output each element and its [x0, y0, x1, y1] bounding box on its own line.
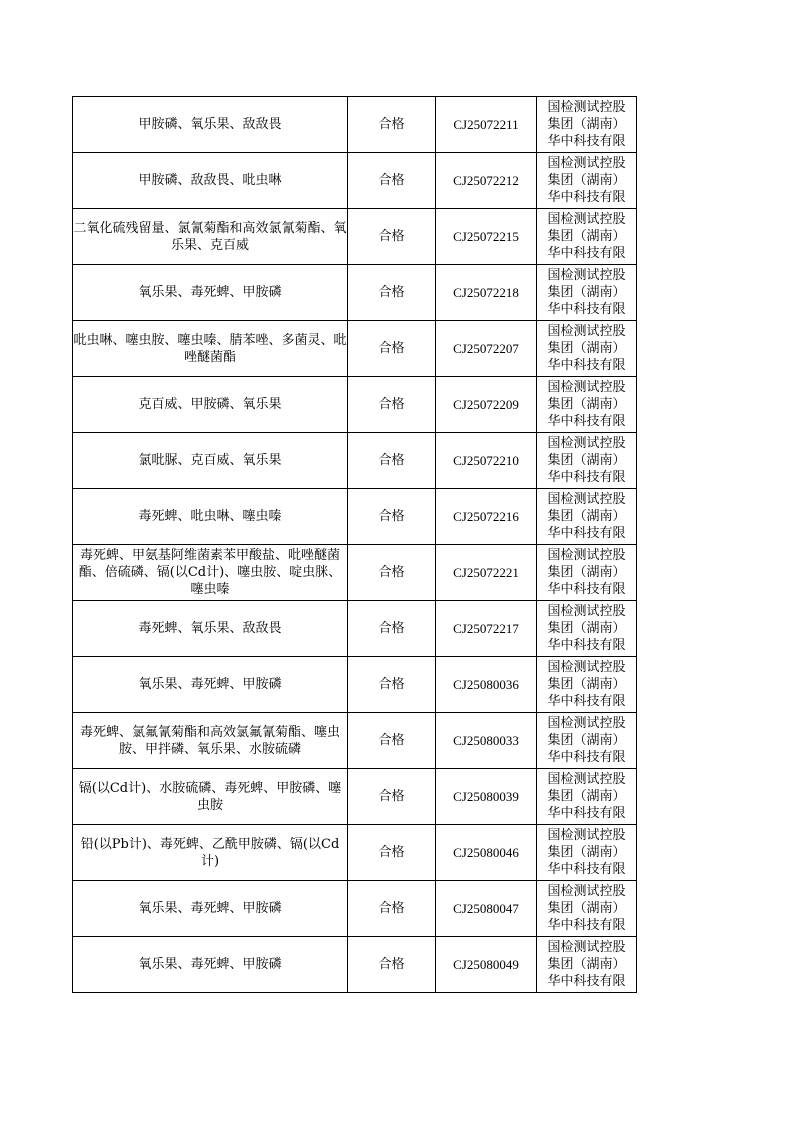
- testing-org-cell: [537, 601, 637, 657]
- testing-org-line: 国检测试控股: [547, 660, 626, 675]
- report-code-cell: CJ25072216: [436, 489, 537, 545]
- result-cell: 合格: [348, 601, 436, 657]
- testing-org-cell: [537, 489, 637, 545]
- table-row: [73, 153, 637, 209]
- testing-org-cell: [537, 713, 637, 769]
- testing-org-line: 华中科技有限: [547, 862, 626, 877]
- table-row: [73, 601, 637, 657]
- testing-org-line: 华中科技有限: [547, 134, 626, 149]
- testing-org-cell: [537, 545, 637, 601]
- testing-org-line: 集团（湖南）: [547, 341, 626, 356]
- testing-org-line: 集团（湖南）: [547, 509, 626, 524]
- report-code-cell: CJ25080049: [436, 937, 537, 993]
- testing-org-line: 华中科技有限: [547, 974, 626, 989]
- report-code-cell: CJ25080046: [436, 825, 537, 881]
- testing-org-line: 国检测试控股: [547, 492, 626, 507]
- testing-org-cell: [537, 881, 637, 937]
- testing-org-line: 国检测试控股: [547, 100, 626, 115]
- report-code-cell: CJ25080047: [436, 881, 537, 937]
- table-row: [73, 545, 637, 601]
- testing-org-line: 华中科技有限: [547, 358, 626, 373]
- testing-org-line: 华中科技有限: [547, 918, 626, 933]
- table-row: [73, 825, 637, 881]
- table-row: [73, 97, 637, 153]
- testing-org-line: 集团（湖南）: [547, 285, 626, 300]
- result-cell: 合格: [348, 209, 436, 265]
- test-items-cell: 毒死蜱、氯氟氰菊酯和高效氯氟氰菊酯、噻虫胺、甲拌磷、氧乐果、水胺硫磷: [73, 713, 348, 769]
- report-code-cell: CJ25080036: [436, 657, 537, 713]
- report-code-cell: CJ25072209: [436, 377, 537, 433]
- result-cell: 合格: [348, 769, 436, 825]
- testing-org-cell: [537, 433, 637, 489]
- testing-org-line: 华中科技有限: [547, 582, 626, 597]
- testing-org-line: 集团（湖南）: [547, 957, 626, 972]
- report-code-cell: CJ25080039: [436, 769, 537, 825]
- result-cell: 合格: [348, 545, 436, 601]
- result-cell: 合格: [348, 825, 436, 881]
- test-items-cell: 铅(以Pb计)、毒死蜱、乙酰甲胺磷、镉(以Cd计): [73, 825, 348, 881]
- table-row: [73, 265, 637, 321]
- testing-org-line: 华中科技有限: [547, 694, 626, 709]
- testing-org-cell: [537, 769, 637, 825]
- result-cell: 合格: [348, 433, 436, 489]
- test-items-cell: 氧乐果、毒死蜱、甲胺磷: [73, 881, 348, 937]
- testing-org-line: 集团（湖南）: [547, 397, 626, 412]
- report-code-cell: CJ25072210: [436, 433, 537, 489]
- test-items-cell: 二氧化硫残留量、氯氰菊酯和高效氯氰菊酯、氧乐果、克百威: [73, 209, 348, 265]
- testing-org-line: 国检测试控股: [547, 884, 626, 899]
- table-row: [73, 881, 637, 937]
- testing-org-cell: [537, 937, 637, 993]
- testing-org-line: 集团（湖南）: [547, 229, 626, 244]
- report-code-cell: CJ25072211: [436, 97, 537, 153]
- test-items-cell: 氧乐果、毒死蜱、甲胺磷: [73, 937, 348, 993]
- testing-org-cell: [537, 825, 637, 881]
- test-items-cell: 毒死蜱、甲氨基阿维菌素苯甲酸盐、吡唑醚菌酯、倍硫磷、镉(以Cd计)、噻虫胺、啶虫脒、噻虫嗪: [73, 545, 348, 601]
- testing-org-line: 国检测试控股: [547, 436, 626, 451]
- result-cell: 合格: [348, 377, 436, 433]
- test-items-cell: 氧乐果、毒死蜱、甲胺磷: [73, 657, 348, 713]
- test-items-cell: 毒死蜱、氧乐果、敌敌畏: [73, 601, 348, 657]
- table-row: [73, 713, 637, 769]
- result-cell: 合格: [348, 321, 436, 377]
- table-row: [73, 209, 637, 265]
- table-row: [73, 657, 637, 713]
- testing-org-line: 华中科技有限: [547, 638, 626, 653]
- testing-org-line: 华中科技有限: [547, 806, 626, 821]
- testing-org-line: 华中科技有限: [547, 414, 626, 429]
- result-cell: 合格: [348, 881, 436, 937]
- testing-org-line: 华中科技有限: [547, 750, 626, 765]
- testing-org-line: 集团（湖南）: [547, 789, 626, 804]
- testing-org-line: 集团（湖南）: [547, 677, 626, 692]
- test-items-cell: 克百威、甲胺磷、氧乐果: [73, 377, 348, 433]
- testing-org-line: 集团（湖南）: [547, 621, 626, 636]
- testing-org-line: 国检测试控股: [547, 772, 626, 787]
- table-row: [73, 937, 637, 993]
- test-items-cell: 毒死蜱、吡虫啉、噻虫嗪: [73, 489, 348, 545]
- testing-org-cell: [537, 321, 637, 377]
- result-cell: 合格: [348, 97, 436, 153]
- inspection-results-table: [72, 96, 637, 993]
- report-code-cell: CJ25072217: [436, 601, 537, 657]
- testing-org-line: 国检测试控股: [547, 716, 626, 731]
- testing-org-line: 国检测试控股: [547, 604, 626, 619]
- testing-org-line: 集团（湖南）: [547, 845, 626, 860]
- testing-org-line: 华中科技有限: [547, 470, 626, 485]
- table-row: [73, 321, 637, 377]
- testing-org-cell: [537, 153, 637, 209]
- testing-org-line: 国检测试控股: [547, 324, 626, 339]
- testing-org-line: 集团（湖南）: [547, 173, 626, 188]
- test-items-cell: 镉(以Cd计)、水胺硫磷、毒死蜱、甲胺磷、噻虫胺: [73, 769, 348, 825]
- testing-org-line: 国检测试控股: [547, 268, 626, 283]
- testing-org-line: 国检测试控股: [547, 940, 626, 955]
- result-cell: 合格: [348, 657, 436, 713]
- testing-org-cell: [537, 657, 637, 713]
- table-row: [73, 433, 637, 489]
- testing-org-line: 国检测试控股: [547, 156, 626, 171]
- test-items-cell: 氧乐果、毒死蜱、甲胺磷: [73, 265, 348, 321]
- table-row: [73, 769, 637, 825]
- testing-org-line: 集团（湖南）: [547, 733, 626, 748]
- result-cell: 合格: [348, 713, 436, 769]
- testing-org-line: 国检测试控股: [547, 212, 626, 227]
- testing-org-cell: [537, 265, 637, 321]
- result-cell: 合格: [348, 937, 436, 993]
- testing-org-cell: [537, 97, 637, 153]
- testing-org-line: 国检测试控股: [547, 548, 626, 563]
- testing-org-line: 集团（湖南）: [547, 565, 626, 580]
- test-items-cell: 甲胺磷、敌敌畏、吡虫啉: [73, 153, 348, 209]
- testing-org-line: 集团（湖南）: [547, 901, 626, 916]
- test-items-cell: 吡虫啉、噻虫胺、噻虫嗪、腈苯唑、多菌灵、吡唑醚菌酯: [73, 321, 348, 377]
- result-cell: 合格: [348, 153, 436, 209]
- report-code-cell: CJ25072215: [436, 209, 537, 265]
- testing-org-cell: [537, 377, 637, 433]
- testing-org-line: 华中科技有限: [547, 190, 626, 205]
- testing-org-line: 华中科技有限: [547, 302, 626, 317]
- testing-org-line: 国检测试控股: [547, 828, 626, 843]
- table-body: [73, 97, 637, 993]
- testing-org-line: 华中科技有限: [547, 526, 626, 541]
- testing-org-line: 华中科技有限: [547, 246, 626, 261]
- testing-org-cell: [537, 209, 637, 265]
- report-code-cell: CJ25072218: [436, 265, 537, 321]
- result-cell: 合格: [348, 265, 436, 321]
- report-code-cell: CJ25072207: [436, 321, 537, 377]
- result-cell: 合格: [348, 489, 436, 545]
- table-row: [73, 489, 637, 545]
- testing-org-line: 集团（湖南）: [547, 117, 626, 132]
- testing-org-line: 国检测试控股: [547, 380, 626, 395]
- test-items-cell: 甲胺磷、氧乐果、敌敌畏: [73, 97, 348, 153]
- report-code-cell: CJ25080033: [436, 713, 537, 769]
- table-row: [73, 377, 637, 433]
- testing-org-line: 集团（湖南）: [547, 453, 626, 468]
- report-code-cell: CJ25072212: [436, 153, 537, 209]
- report-code-cell: CJ25072221: [436, 545, 537, 601]
- test-items-cell: 氯吡脲、克百威、氧乐果: [73, 433, 348, 489]
